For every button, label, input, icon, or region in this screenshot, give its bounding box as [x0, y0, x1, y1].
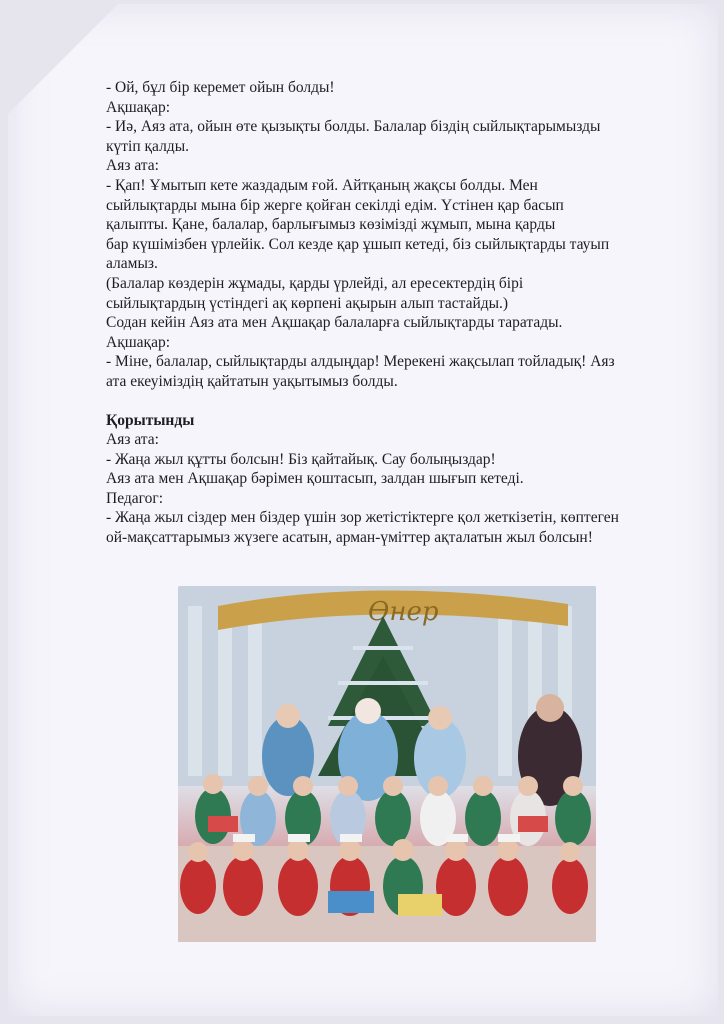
text-line: - Ой, бұл бір керемет ойын болды! — [106, 79, 335, 96]
text-line: - Иә, Аяз ата, ойын өте қызықты болды. Балалар біздің сыйлықтарымызды — [106, 118, 601, 136]
text-line: Ақшақар: — [106, 98, 171, 116]
text-line: сыйлықтардың үстіндегі ақ көрпені ақырын алып тастайды.) — [106, 294, 509, 312]
text-line: Аяз ата: — [106, 431, 159, 449]
document-text — [106, 78, 681, 548]
text-line: Содан кейін Аяз ата мен Ақшақар балаларға сыйлықтарды таратады. — [106, 314, 563, 332]
text-line: күтіп қалды. — [106, 137, 189, 155]
text-line: бар күшімізбен үрлейік. Сол кезде қар ұшып кетеді, біз сыйлықтарды тауып — [106, 235, 610, 253]
document-page — [8, 4, 718, 1016]
page-corner-fold — [8, 4, 118, 114]
new-year-group-photo — [178, 586, 596, 942]
text-line: - Қап! Ұмытып кете жаздадым ғой. Айтқаның жақсы болды. Мен — [106, 176, 538, 194]
text-line: Педагог: — [106, 489, 164, 507]
banner-text: Өнер — [368, 597, 439, 627]
text-line: сыйлықтарды мына бір жерге қойған секілді едім. Үстінен қар басып — [106, 196, 564, 214]
text-line: - Жаңа жыл құтты болсын! Біз қайтайық. Сау болыңыздар! — [106, 450, 496, 468]
conclusion-heading: Қорытынды — [106, 411, 195, 429]
text-line: ата екеуіміздің қайтатын уақытымыз болды. — [106, 372, 398, 390]
paragraph-gap — [106, 392, 681, 411]
text-line: Ақшақар: — [106, 333, 171, 351]
text-line: (Балалар көздерін жұмады, қарды үрлейді, ал ересектердің бірі — [106, 274, 524, 292]
text-line: Аяз ата мен Ақшақар бәрімен қоштасып, залдан шығып кетеді. — [106, 470, 524, 488]
text-line: Аяз ата: — [106, 157, 159, 175]
text-line: қалыпты. Қане, балалар, барлығымыз көзімізді жұмып, мына қарды — [106, 216, 556, 234]
text-line: - Жаңа жыл сіздер мен біздер үшін зор жетістіктерге қол жеткізетін, көптеген — [106, 509, 619, 527]
text-line: аламыз. — [106, 255, 158, 273]
text-line: - Міне, балалар, сыйлықтарды алдыңдар! Мерекені жақсылап тойладық! Аяз — [106, 353, 615, 371]
text-line: ой-мақсаттарымыз жүзеге асатын, арман-үміттер ақталатын жыл болсын! — [106, 529, 593, 547]
